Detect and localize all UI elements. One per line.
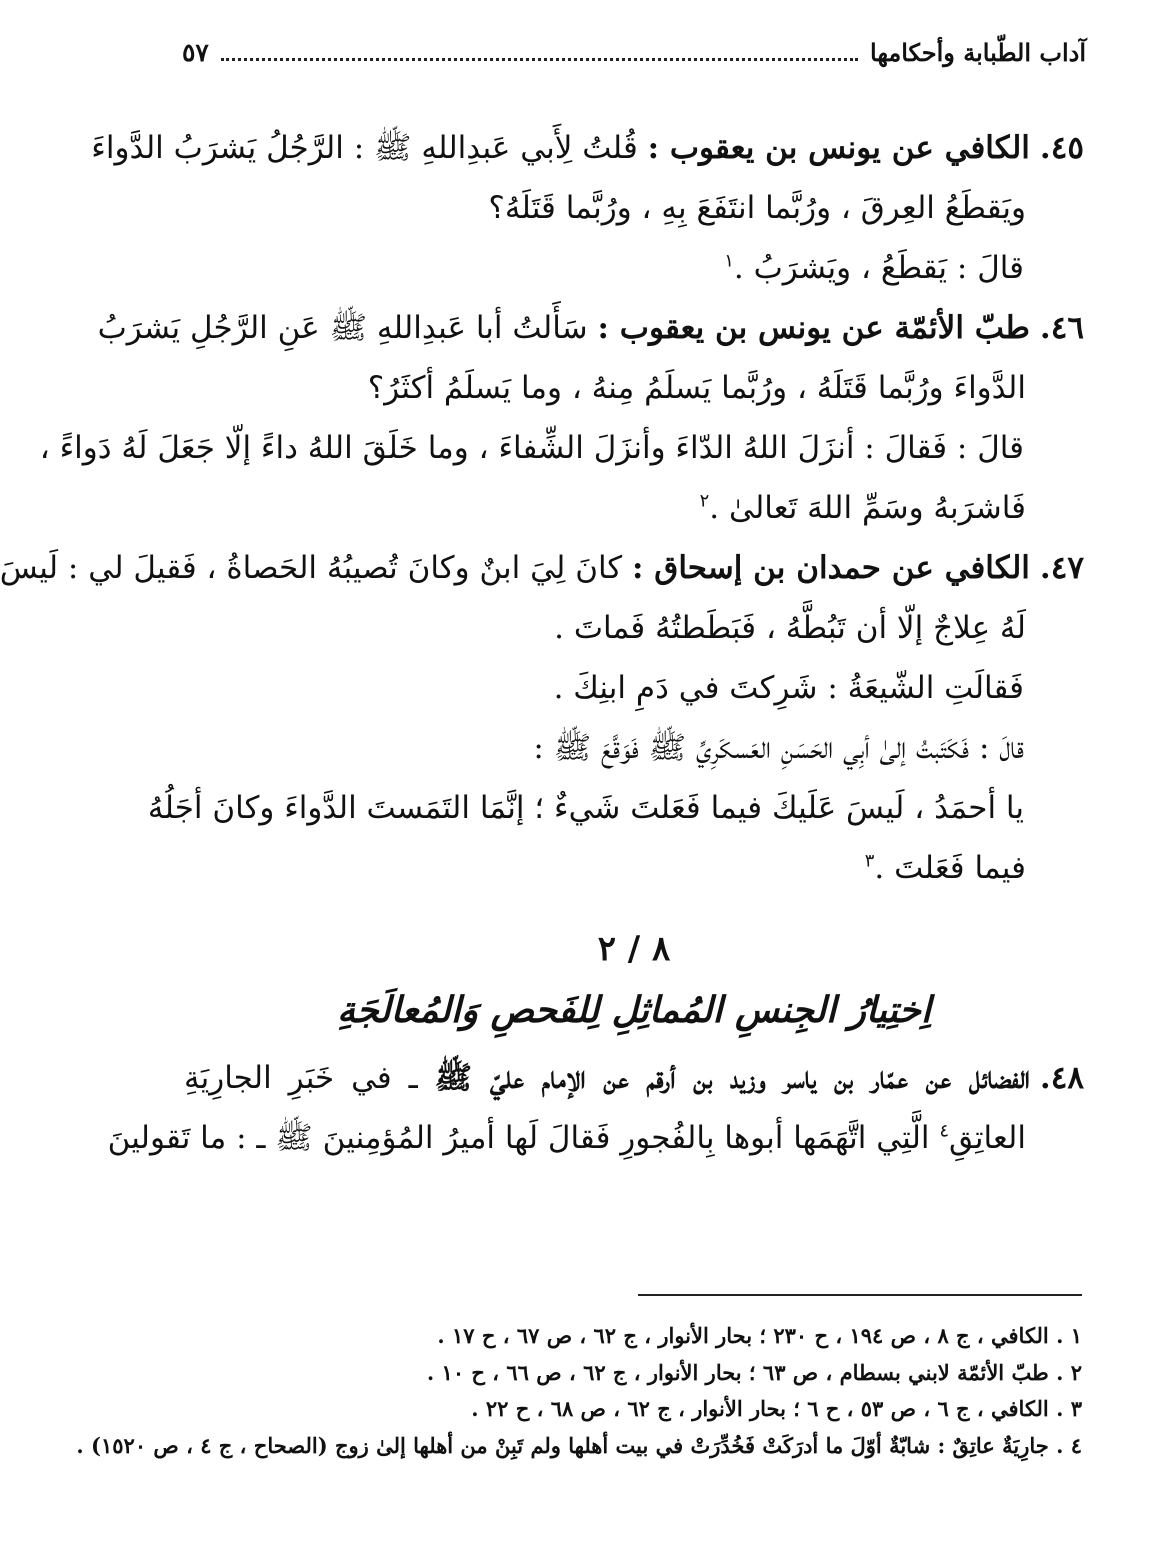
entry-text: فَاشرَبهُ وسَمِّ اللهَ تَعالىٰ . xyxy=(709,490,1026,526)
footnote-ref: ٢ xyxy=(699,490,710,512)
entry-line: فَقالَتِ الشّيعَةُ : شَرِكتَ في دَمِ ابنِكَ . xyxy=(553,670,1024,706)
entry-source: طبّ الأئمّة عن يونس بن يعقوب : xyxy=(597,310,1030,346)
hadith-entry-47 xyxy=(0,538,1084,898)
entry-text: فيما فَعَلتَ . xyxy=(874,850,1026,886)
running-header xyxy=(182,38,1086,67)
entry-text: الَّتِي اتَّهَمَها أبوها بِالفُجورِ فَقالَ لَها أميرُ المُؤمِنينَ ﷺ ـ : ما تَقولينَ xyxy=(107,1120,930,1156)
page-number: ٥٧ xyxy=(182,38,209,67)
entry-source: الكافي عن حمدان بن إسحاق : xyxy=(632,550,1030,586)
entry-line: لَهُ عِلاجٌ إلّا أن تَبُطَّهُ ، فَبَطَطتُهُ فَماتَ . xyxy=(554,610,1026,646)
footnote-ref: ٣ xyxy=(864,850,875,872)
entry-text: ـ في خَبَرِ الجارِيَةِ xyxy=(184,1060,418,1096)
entry-line: يا أحمَدُ ، لَيسَ عَلَيكَ فيما فَعَلتَ شَيءٌ ؛ إنَّمَا التَمَستَ الدَّواءَ وكانَ أجَلُهُ xyxy=(147,790,1024,826)
entry-line xyxy=(184,1048,1084,1108)
entry-number: ٤٨. xyxy=(1039,1060,1084,1096)
header-dot-leader xyxy=(221,40,858,61)
footnote-2: ٢ . طبّ الأئمّة لابني بسطام ، ص ٦٣ ؛ بحار الأنوار ، ج ٦٢ ، ص ٦٦ ، ح ١٠ . xyxy=(426,1359,1082,1385)
entry-line: ويَقطَعُ العِرقَ ، ورُبَّما انتَفَعَ بِهِ ، ورُبَّما قَتَلَهُ؟ xyxy=(488,190,1026,226)
page-body xyxy=(0,118,1084,1168)
footnote-1: ١ . الكافي ، ج ٨ ، ص ١٩٤ ، ح ٢٣٠ ؛ بحار الأنوار ، ج ٦٢ ، ص ٦٧ ، ح ١٧ . xyxy=(437,1323,1082,1348)
entry-line xyxy=(0,538,1084,598)
entry-number: ٤٧. xyxy=(1039,550,1084,586)
footnote-ref: ٤ xyxy=(939,1120,950,1142)
hadith-entry-45 xyxy=(91,118,1084,298)
entry-text: كانَ لِيَ ابنٌ وكانَ تُصيبُهُ الحَصاةُ ، فَقيلَ لي : لَيسَ xyxy=(0,550,623,586)
entry-text: قالَ : يَقطَعُ ، ويَشرَبُ . xyxy=(733,250,1024,286)
entry-line xyxy=(184,838,1084,898)
section-number: ٨ / ٢ xyxy=(597,929,671,969)
footnote-3: ٣ . الكافي ، ج ٦ ، ص ٥٣ ، ح ٦ ؛ بحار الأنوار ، ج ٦٢ ، ص ٦٨ ، ح ٢٢ . xyxy=(471,1396,1082,1421)
entry-line: قالَ : فَقالَ : أنزَلَ اللهُ الدّاءَ وأنزَلَ الشِّفاءَ ، وما خَلَقَ اللهُ داءً إلّا جَعَلَ لَهُ دَواءً ، xyxy=(39,430,1024,466)
footnote-4: ٤ . جارِيَةٌ عاتِقٌ : شابّةٌ أوّلَ ما أدرَكَتْ فَخُدِّرَتْ في بيت أهلها ولم تَبِنْ من أهلها إلىٰ زوج (الصحاح ، ج ٤ ، ص ١٥٢٠) . xyxy=(76,1432,1082,1458)
entry-text: سَأَلتُ أبا عَبدِاللهِ ﷺ عَنِ الرَّجُلِ يَشرَبُ xyxy=(97,310,588,346)
entry-line: قالَ : فَكَتَبتُ إلىٰ أبِي الحَسَنِ العَسكَرِيِّ ﷺ فَوَقَّعَ ﷺ : xyxy=(533,730,1024,766)
hadith-entry-46 xyxy=(39,298,1084,538)
footnote-separator xyxy=(638,1294,1082,1296)
entry-number: ٤٥. xyxy=(1039,130,1084,166)
entry-source: الكافي عن يونس بن يعقوب : xyxy=(647,130,1030,166)
entry-text: قُلتُ لِأَبي عَبدِاللهِ ﷺ : الرَّجُلُ يَشرَبُ الدَّواءَ xyxy=(91,130,638,166)
footnote-ref: ١ xyxy=(724,250,734,272)
entry-line xyxy=(184,478,1084,538)
footnotes xyxy=(76,1318,1082,1464)
entry-line: الدَّواءَ ورُبَّما قَتَلَهُ ، ورُبَّما يَسلَمُ مِنهُ ، وما يَسلَمُ أكثَرُ؟ xyxy=(367,370,1026,406)
entry-source: الفضائل عن عمّار بن ياسر وزيد بن أرقم عن الإمام عليّ ﷺ xyxy=(434,1060,1030,1096)
entry-text: العاتِقِ xyxy=(949,1120,1026,1156)
entry-number: ٤٦. xyxy=(1039,310,1084,346)
entry-line xyxy=(97,298,1084,358)
entry-line xyxy=(107,1108,1084,1168)
header-title: آداب الطّبابة وأحكامها xyxy=(870,38,1086,67)
section-title: اِختِيارُ الجِنسِ المُماثِلِ لِلفَحصِ وَالمُعالَجَةِ xyxy=(337,989,931,1031)
entry-line xyxy=(184,238,1084,298)
hadith-entry-48 xyxy=(107,1048,1084,1168)
entry-line xyxy=(91,118,1084,178)
